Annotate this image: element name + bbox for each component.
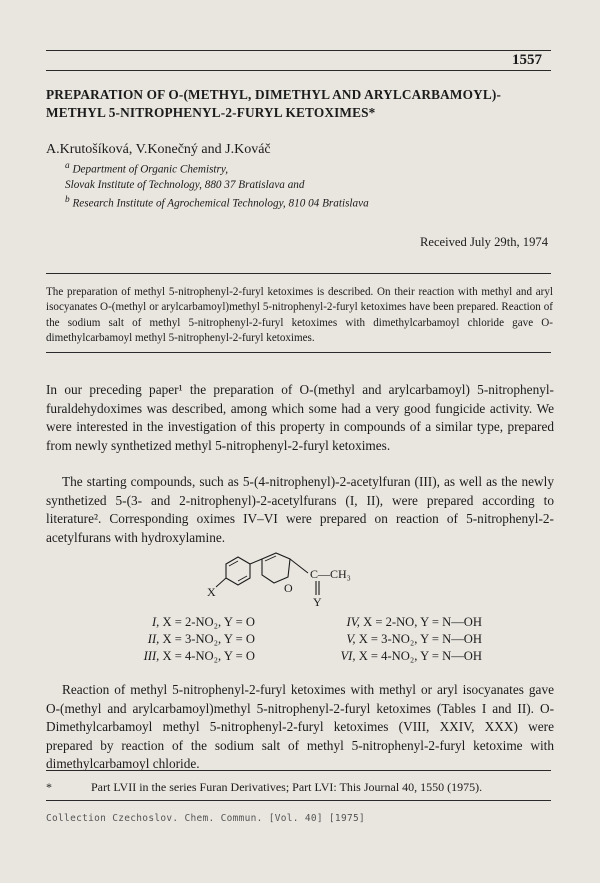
acetyl-group-label: C—CH₃ — [310, 567, 351, 581]
compound-row: VI, X = 4-NO₂, Y = N—OH — [340, 649, 482, 663]
affiliations — [65, 159, 545, 211]
affiliation-line: $^b$ Research Institute of Agrochemical Technology, 810 04 Bratislava — [65, 194, 369, 210]
abstract-top-rule — [46, 273, 551, 274]
substituent-x-label: X — [207, 585, 216, 599]
affiliation-line: Slovak Institute of Technology, 880 37 Bratislava and — [65, 178, 305, 191]
footnote-mark: * — [46, 780, 52, 794]
affiliation-line: $^a$ Department of Organic Chemistry, — [65, 161, 229, 176]
article-title: PREPARATION OF O-(METHYL, DIMETHYL AND ARYLCARBAMOYL)-METHYL 5-NITROPHENYL-2-FURYL KETOXIMES* — [46, 87, 502, 120]
compound-row: II, X = 3-NO₂, Y = O — [147, 632, 255, 646]
author-names: A.Krutošíková, V.Konečný and J.Kováč — [46, 142, 271, 157]
compound-row: III, X = 4-NO₂, Y = O — [143, 649, 255, 663]
chemical-structure — [198, 547, 388, 607]
abstract-bottom-rule — [46, 352, 551, 353]
paragraph-3: Reaction of methyl 5-nitrophenyl-2-furyl ketoximes with methyl or aryl isocyanates gave O-(methyl and arylcarbamoyl)methyl 5-nitrophenyl-2-furyl ketoximes (Tables I and II). O-Dimethylcarbamoyl methyl 5-nitrophenyl-2-furyl ketoximes (VIII, XXIV, XXX) were prepared by reaction of the sodium salt of methyl 5-nitrophenyl-2-furyl ketoxime with dimethylcarbamoyl chloride. — [46, 682, 554, 772]
footer-rule — [46, 800, 551, 801]
footnote-text: Part LVII in the series Furan Derivatives; Part LVI: This Journal 40, 1550 (1975). — [91, 780, 483, 794]
ring-oxygen-label: O — [284, 581, 293, 595]
journal-citation: Collection Czechoslov. Chem. Commun. [Vol. 40] [1975] — [46, 813, 366, 824]
compound-row: V, X = 3-NO₂, Y = N—OH — [346, 632, 482, 646]
substituent-y-label: Y — [313, 595, 322, 607]
footnote-rule — [46, 770, 551, 771]
paragraph-2: The starting compounds, such as 5-(4-nitrophenyl)-2-acetylfuran (III), as well as the newly synthetized 5-(3- and 2-nitrophenyl)-2-acetylfurans (I, II), were prepared according to literature². Corresponding oximes IV–VI were prepared on reaction of 5-nitrophenyl-2-acetylfurans with hydroxylamine. — [46, 474, 554, 545]
footnote — [46, 780, 556, 795]
header-rule — [46, 70, 551, 71]
paragraph-1: In our preceding paper¹ the preparation of O-(methyl and arylcarbamoyl) 5-nitrophenyl-furaldehydoximes was described, among which some had a very good fungicide activity. We were interested in the investigation of this property in compounds of a similar type, prepared from newly synthetized methyl 5-nitrophenyl-2-furyl ketoximes. — [46, 382, 554, 453]
compounds-right — [340, 614, 482, 665]
author-line — [46, 142, 271, 158]
compound-row: IV, X = 2-NO, Y = N—OH — [346, 615, 482, 629]
abstract: The preparation of methyl 5-nitrophenyl-2-furyl ketoximes is described. On their reaction with methyl and aryl isocyanates O-(methyl or arylcarbamoyl)methyl 5-nitrophenyl-2-furyl ketoximes have been prepared. Reaction of the sodium salt of methyl 5-nitrophenyl-2-furyl ketoximes with dimethylcarbamoyl chloride gave O-dimethylcarbamoyl methyl 5-nitrophenyl-2-furyl ketoximes. — [46, 286, 553, 345]
page-number: 1557 — [512, 52, 542, 68]
received-date: Received July 29th, 1974 — [419, 235, 548, 249]
compound-row: I, X = 2-NO₂, Y = O — [151, 615, 255, 629]
top-rule — [46, 50, 551, 51]
compounds-left — [144, 614, 255, 665]
